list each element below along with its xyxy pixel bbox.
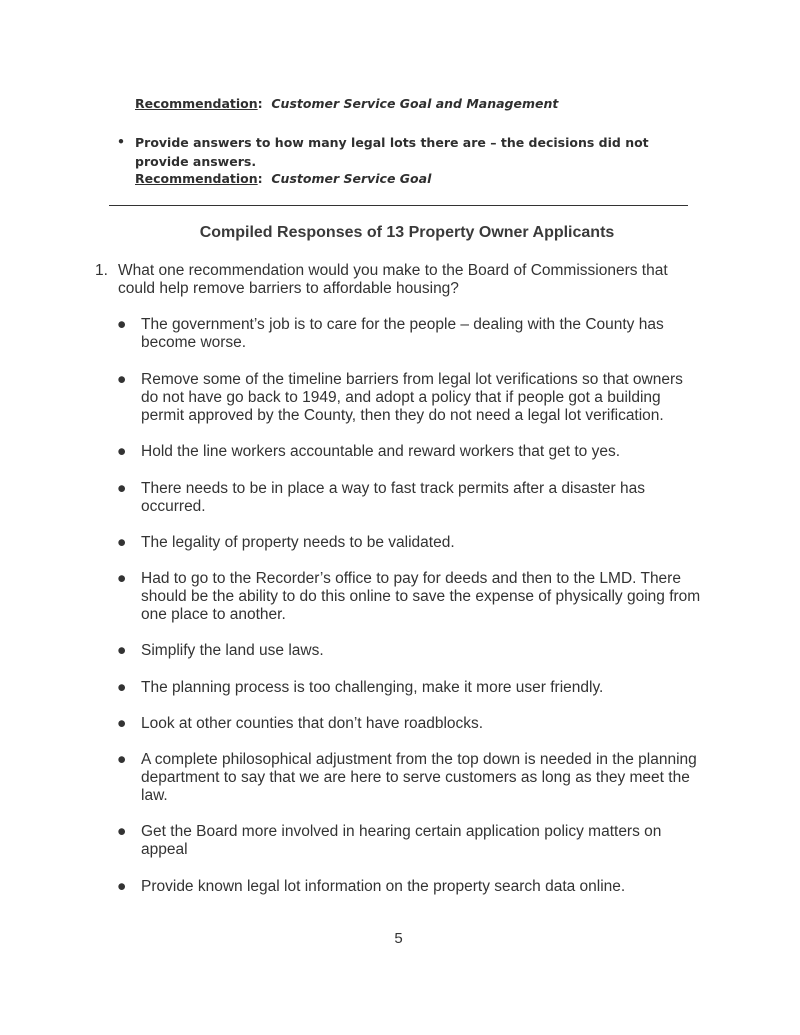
recommendation-label: Recommendation [135, 171, 258, 186]
response-item: Hold the line workers accountable and reward workers that get to yes. [141, 443, 621, 460]
response-item: Look at other counties that don’t have roadblocks. [141, 715, 484, 732]
recommendation-goal: Customer Service Goal and Management [271, 96, 559, 111]
top-bullet-text: Provide answers to how many legal lots there are – the decisions did not provide answers. [135, 135, 649, 169]
bullet-icon: ● [117, 443, 127, 460]
recommendation-line-2: Recommendation: Customer Service Goal [135, 171, 432, 186]
recommendation-goal: Customer Service Goal [271, 171, 432, 186]
bullet-icon: • [117, 134, 125, 149]
section-divider [109, 205, 688, 206]
bullet-icon: ● [117, 570, 127, 587]
bullet-icon: ● [117, 480, 127, 497]
bullet-icon: ● [117, 751, 127, 768]
bullet-icon: ● [117, 823, 127, 840]
bullet-icon: ● [117, 642, 127, 659]
response-item: Had to go to the Recorder’s office to pay for deeds and then to the LMD. There should be the ability to do this online to save the expense of physically going from one place to another. [141, 570, 701, 623]
bullet-icon: ● [117, 878, 127, 895]
response-item: A complete philosophical adjustment from the top down is needed in the planning department to say that we are here to serve customers as long as they meet the law. [141, 751, 697, 804]
question-text: What one recommendation would you make to the Board of Commissioners that could help remove barriers to affordable housing? [118, 262, 668, 297]
response-item: Simplify the land use laws. [141, 642, 324, 659]
bullet-icon: ● [117, 316, 127, 333]
section-heading: Compiled Responses of 13 Property Owner Applicants [199, 224, 615, 241]
question-number: 1. [95, 262, 108, 279]
response-item: Get the Board more involved in hearing certain application policy matters on appeal [141, 823, 662, 858]
response-item: Remove some of the timeline barriers from legal lot verifications so that owners do not have go back to 1949, and adopt a policy that if people got a building permit approved by the County, then they do not need a legal lot verification. [141, 371, 683, 424]
recommendation-line-1: Recommendation: Customer Service Goal and Management [135, 96, 559, 111]
response-item: The planning process is too challenging, make it more user friendly. [141, 679, 604, 696]
top-bullet-item [135, 133, 695, 171]
bullet-icon: ● [117, 679, 127, 696]
bullet-icon: ● [117, 534, 127, 551]
bullet-icon: ● [117, 715, 127, 732]
response-item: The legality of property needs to be validated. [141, 534, 455, 551]
recommendation-label: Recommendation [135, 96, 258, 111]
page-number: 5 [394, 930, 403, 947]
bullet-icon: ● [117, 371, 127, 388]
response-item: There needs to be in place a way to fast track permits after a disaster has occurred. [141, 480, 645, 515]
response-item: The government’s job is to care for the people – dealing with the County has become worse. [141, 316, 664, 351]
response-item: Provide known legal lot information on the property search data online. [141, 878, 626, 895]
